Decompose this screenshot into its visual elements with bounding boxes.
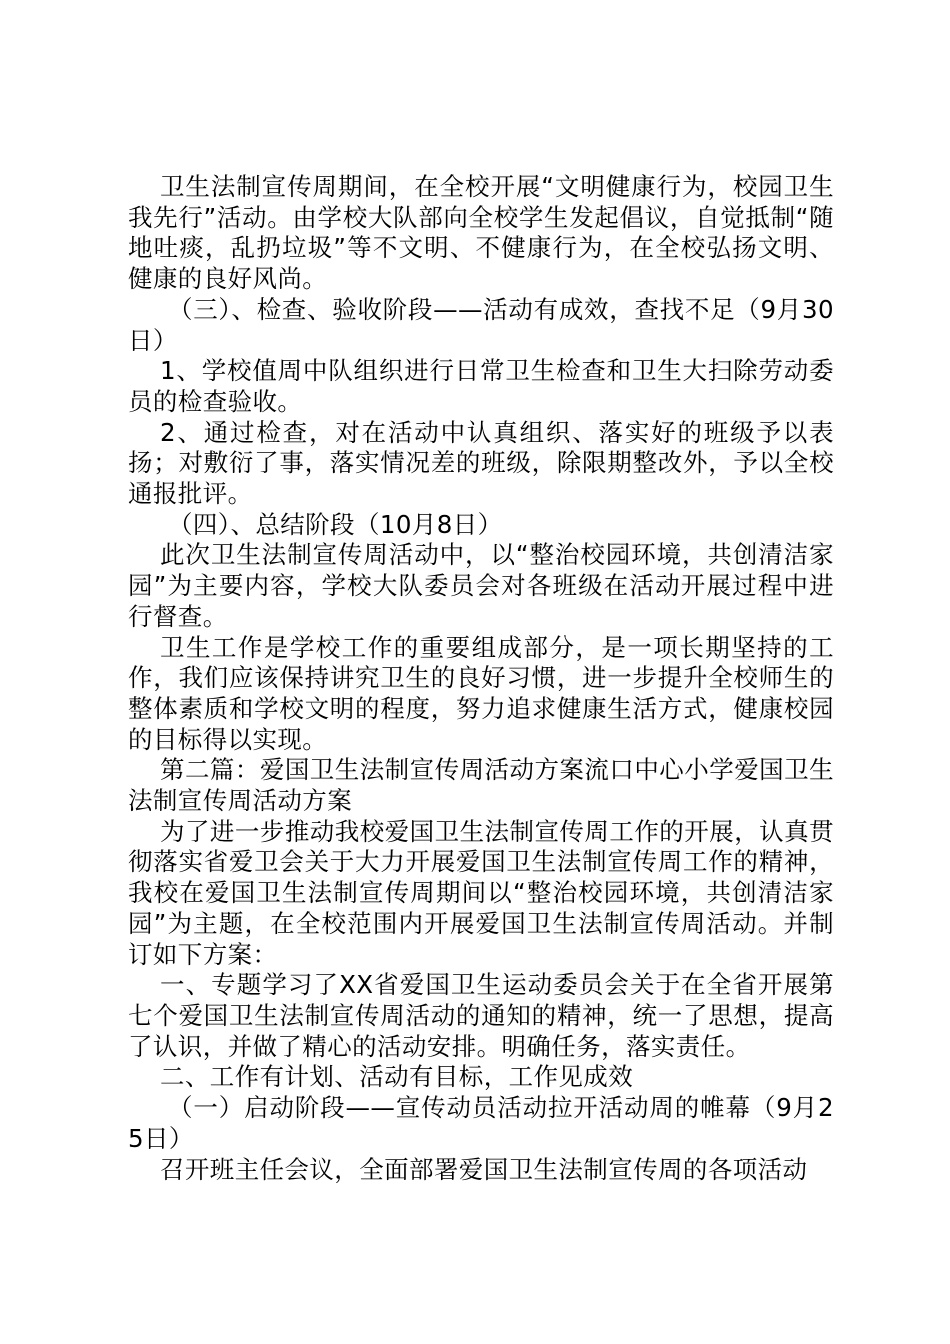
section-heading-launch: （一）启动阶段——宣传动员活动拉开活动周的帷幕（9月25日） [128, 1093, 834, 1153]
paragraph-campaign-intro: 卫生法制宣传周期间，在全校开展“文明健康行为，校园卫生我先行”活动。由学校大队部向全校学生发起倡议，自觉抵制“随地吐痰，乱扔垃圾”等不文明、不健康行为，在全校弘扬文明、健康的良好风尚。 [128, 172, 834, 294]
document-body [128, 172, 834, 1185]
paragraph-plan-intro: 为了进一步推动我校爱国卫生法制宣传周工作的开展，认真贯彻落实省爱卫会关于大力开展爱国卫生法制宣传周工作的精神，我校在爱国卫生法制宣传周期间以“整治校园环境，共创清洁家园”为主题，在全校范围内开展爱国卫生法制宣传周活动。并制订如下方案： [128, 816, 834, 969]
section-heading-summary: （四）、总结阶段（10月8日） [168, 509, 503, 539]
section-heading-inspection: （三）、检查、验收阶段——活动有成效，查找不足（9月30日） [128, 294, 834, 355]
paragraph-second-article-title: 第二篇：爱国卫生法制宣传周活动方案流口中心小学爱国卫生法制宣传周活动方案 [128, 755, 834, 816]
paragraph-summary: 此次卫生法制宣传周活动中，以“整治校园环境，共创清洁家园”为主要内容，学校大队委员会对各班级在活动开展过程中进行督查。 [128, 540, 834, 631]
paragraph-meeting: 召开班主任会议，全面部署爱国卫生法制宣传周的各项活动 [160, 1154, 808, 1184]
list-item-inspection-1: 1、学校值周中队组织进行日常卫生检查和卫生大扫除劳动委员的检查验收。 [128, 356, 834, 416]
paragraph-point-one: 一、专题学习了XX省爱国卫生运动委员会关于在全省开展第七个爱国卫生法制宣传周活动的通知的精神，统一了思想，提高了认识，并做了精心的活动安排。明确任务，落实责任。 [128, 970, 834, 1061]
paragraph-hygiene-work: 卫生工作是学校工作的重要组成部分，是一项长期坚持的工作，我们应该保持讲究卫生的良好习惯，进一步提升全校师生的整体素质和学校文明的程度，努力追求健康生活方式，健康校园的目标得以实现。 [128, 632, 834, 754]
paragraph-point-two: 二、工作有计划、活动有目标，工作见成效 [160, 1062, 634, 1092]
list-item-inspection-2: 2、通过检查，对在活动中认真组织、落实好的班级予以表扬；对敷衍了事，落实情况差的班级，除限期整改外，予以全校通报批评。 [128, 417, 834, 509]
